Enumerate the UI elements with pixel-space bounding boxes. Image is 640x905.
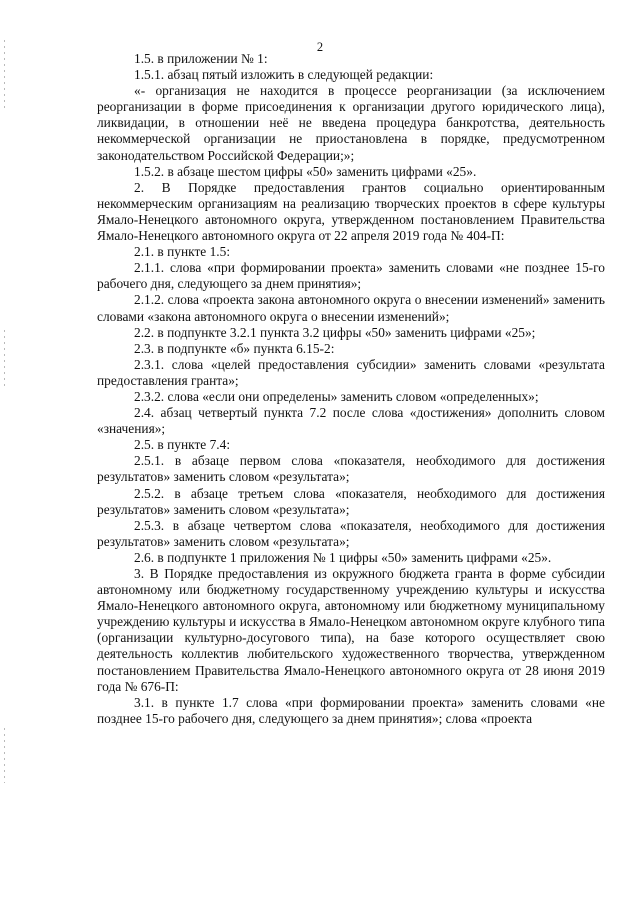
paragraph: 2.1.2. слова «проекта закона автономного округа о внесении изменений» заменить словами «закона автономного округа о внесении изменений»; [97,292,605,324]
paragraph: 3. В Порядке предоставления из окружного бюджета гранта в форме субсидии автономному или бюджетному государственному учреждению культуры и искусства Ямало-Ненецкого автономного округа, автономному или бюджетному муниципальному учреждению культуры и искусства в Ямало-Ненецком автономном округе клубного типа (организации культурно-досугового типа), на базе которого осуществляет свою деятельность коллектив любительского художественного творчества, утвержденном постановлением Правительства Ямало-Ненецкого автономного округа от 28 июня 2019 года № 676-П: [97,566,605,694]
paragraph: 3.1. в пункте 1.7 слова «при формировании проекта» заменить словами «не позднее 15-го рабочего дня, следующего за днем принятия»; слова «проекта [97,694,605,726]
paragraph: 2.3.2. слова «если они определены» заменить словом «определенных»; [134,388,539,404]
paragraph: 1.5.2. в абзаце шестом цифры «50» заменить цифрами «25». [134,163,477,179]
scan-edge-mark [4,330,5,390]
paragraph: 2.5.1. в абзаце первом слова «показателя, необходимого для достижения результатов» заменить словом «результата»; [97,453,605,485]
paragraph: 2.3. в подпункте «б» пункта 6.15-2: [134,340,335,356]
scan-edge-mark [4,728,5,783]
paragraph: «- организация не находится в процессе реорганизации (за исключением реорганизации в форме присоединения к организации другого юридического лица), ликвидации, в отношении неё не введена процедура банкротства, деятельность некоммерческой организации не приостановлена в порядке, предусмотренном законодательством Российской Федерации;»; [97,83,605,163]
paragraph: 2. В Порядке предоставления грантов социально ориентированным некоммерческим организациям на реализацию творческих проектов в сфере культуры Ямало-Ненецкого автономного округа, утвержденном постановлением Правительства Ямало-Ненецкого автономного округа от 22 апреля 2019 года № 404-П: [97,179,605,244]
paragraph: 2.4. абзац четвертый пункта 7.2 после слова «достижения» дополнить словом «значения»; [97,405,605,437]
paragraph: 2.5. в пункте 7.4: [134,437,231,453]
paragraph: 2.2. в подпункте 3.2.1 пункта 3.2 цифры «50» заменить цифрами «25»; [134,324,536,340]
paragraph: 2.5.2. в абзаце третьем слова «показателя, необходимого для достижения результатов» заменить словом «результата»; [97,485,605,517]
paragraph: 2.5.3. в абзаце четвертом слова «показателя, необходимого для достижения результатов» заменить словом «результата»; [97,517,605,549]
document-body [97,51,605,727]
paragraph: 2.6. в подпункте 1 приложения № 1 цифры «50» заменить цифрами «25». [134,549,552,565]
paragraph: 2.3.1. слова «целей предоставления субсидии» заменить словами «результата предоставления гранта»; [97,356,605,388]
paragraph: 1.5.1. абзац пятый изложить в следующей редакции: [134,67,434,83]
paragraph: 1.5. в приложении № 1: [134,51,268,66]
paragraph: 2.1. в пункте 1.5: [134,244,231,260]
paragraph: 2.1.1. слова «при формировании проекта» заменить словами «не позднее 15-го рабочего дня, следующего за днем принятия»; [97,260,605,292]
page-number: 2 [316,40,324,54]
